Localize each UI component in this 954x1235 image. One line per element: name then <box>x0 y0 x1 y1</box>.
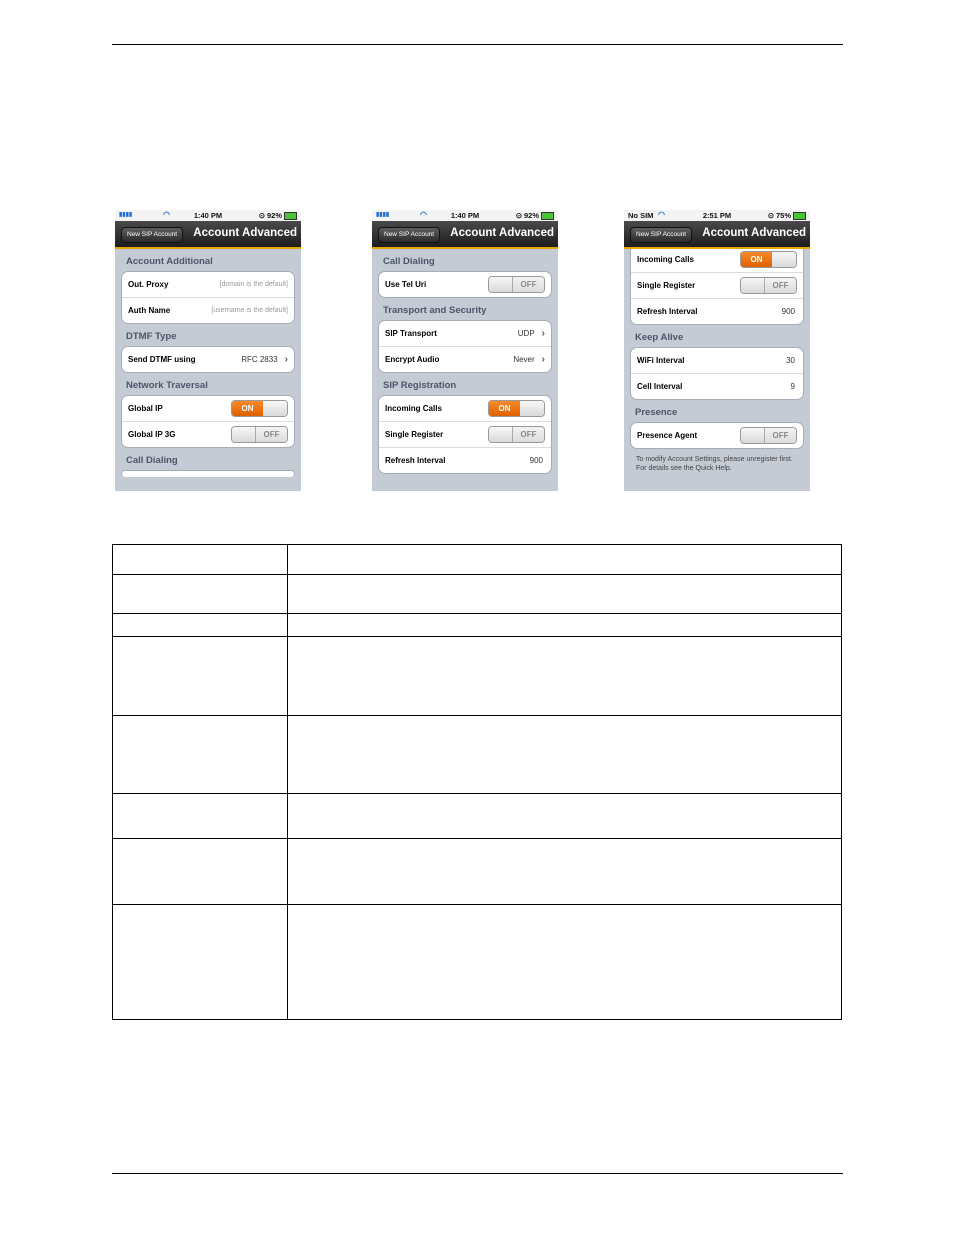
back-button[interactable]: New SIP Account <box>121 227 183 243</box>
settings-row-single-register <box>379 421 551 447</box>
nav-title: Account Advanced <box>450 227 554 239</box>
status-time: 1:40 PM <box>193 211 223 220</box>
chevron-right-icon: › <box>284 354 288 365</box>
nav-bar <box>372 221 558 249</box>
battery-percent: 75% <box>775 211 791 220</box>
toggle-label: OFF <box>764 278 796 293</box>
chevron-right-icon: › <box>541 328 545 339</box>
toggle-switch[interactable] <box>740 427 797 444</box>
signal-icon: ▮▮▮▮ <box>119 212 133 218</box>
row-label: Incoming Calls <box>637 255 694 264</box>
phone-screenshot-2 <box>372 210 558 491</box>
table-row <box>113 794 842 839</box>
description-cell <box>288 839 842 905</box>
status-time: 1:40 PM <box>450 211 480 220</box>
field-cell <box>113 614 288 637</box>
battery-icon <box>541 212 554 220</box>
section-header: SIP Registration <box>383 380 457 391</box>
settings-row-cell-interval <box>631 373 803 399</box>
table-row <box>113 905 842 1020</box>
status-bar <box>372 210 558 221</box>
settings-row-out-proxy <box>122 272 294 297</box>
lock-icon: ⊙ <box>767 211 774 220</box>
nav-title: Account Advanced <box>702 227 806 239</box>
settings-row-auth-name <box>122 297 294 323</box>
toggle-label: OFF <box>255 427 287 442</box>
section-header: Call Dialing <box>383 256 435 267</box>
settings-group <box>121 271 295 324</box>
toggle-label: OFF <box>512 427 544 442</box>
toggle-label: OFF <box>512 277 544 292</box>
description-cell <box>288 637 842 716</box>
row-label: Use Tel Uri <box>385 280 427 289</box>
settings-group <box>121 395 295 448</box>
settings-row-global-ip <box>122 396 294 421</box>
description-cell <box>288 545 842 575</box>
settings-row-wifi-interval <box>631 348 803 373</box>
row-label: Auth Name <box>128 306 171 315</box>
battery-icon <box>793 212 806 220</box>
nav-title: Account Advanced <box>193 227 297 239</box>
lock-icon: ⊙ <box>258 211 265 220</box>
row-value: Never <box>513 355 535 364</box>
description-cell <box>288 716 842 794</box>
settings-row-sip-transport[interactable] <box>379 321 551 346</box>
row-label: Refresh Interval <box>637 307 698 316</box>
section-header: Keep Alive <box>635 332 684 343</box>
battery-percent: 92% <box>266 211 282 220</box>
footer-rule <box>112 1173 843 1174</box>
section-header: Call Dialing <box>126 455 178 466</box>
row-label: SIP Transport <box>385 329 437 338</box>
toggle-switch[interactable] <box>740 251 797 268</box>
table-row <box>113 839 842 905</box>
settings-group <box>378 271 552 298</box>
nav-bar <box>624 221 810 249</box>
description-cell <box>288 575 842 614</box>
row-label: Single Register <box>385 430 444 439</box>
phone-screenshot-3 <box>624 210 810 491</box>
row-label: Out. Proxy <box>128 280 169 289</box>
battery-indicator <box>259 211 297 220</box>
row-label: Refresh Interval <box>385 456 446 465</box>
row-label: Send DTMF using <box>128 355 196 364</box>
field-cell <box>113 839 288 905</box>
table-row <box>113 614 842 637</box>
row-value: UDP <box>517 329 535 338</box>
settings-row-global-ip-3g <box>122 421 294 447</box>
battery-percent: 92% <box>523 211 539 220</box>
field-cell <box>113 637 288 716</box>
toggle-switch[interactable] <box>740 277 797 294</box>
settings-row-single-register <box>631 272 803 298</box>
row-value: 900 <box>781 307 795 316</box>
settings-group <box>630 347 804 400</box>
status-bar <box>624 210 810 221</box>
battery-icon <box>284 212 297 220</box>
settings-row-refresh-interval <box>631 298 803 324</box>
row-label: Presence Agent <box>637 431 698 440</box>
row-label: Global IP 3G <box>128 430 176 439</box>
nav-bar <box>115 221 301 249</box>
settings-group <box>121 346 295 373</box>
toggle-switch[interactable] <box>231 400 288 417</box>
phone-screenshot-1 <box>115 210 301 491</box>
settings-group <box>378 320 552 373</box>
section-header: Account Additional <box>126 256 213 267</box>
field-cell <box>113 575 288 614</box>
section-header: Network Traversal <box>126 380 208 391</box>
back-button[interactable]: New SIP Account <box>630 227 692 243</box>
table-row <box>113 637 842 716</box>
settings-row-presence-agent <box>631 423 803 448</box>
settings-group <box>378 395 552 474</box>
row-value: 900 <box>529 456 543 465</box>
toggle-label: ON <box>232 401 263 416</box>
row-label: Cell Interval <box>637 382 683 391</box>
row-label: Incoming Calls <box>385 404 442 413</box>
settings-row-incoming-calls <box>631 247 803 272</box>
section-header: Presence <box>635 407 678 418</box>
section-header: Transport and Security <box>383 305 487 316</box>
table-row <box>113 575 842 614</box>
row-label: Encrypt Audio <box>385 355 440 364</box>
chevron-right-icon: › <box>541 354 545 365</box>
row-label: Single Register <box>637 281 696 290</box>
field-cell <box>113 716 288 794</box>
row-label: Global IP <box>128 404 163 413</box>
status-bar <box>115 210 301 221</box>
row-input-hint[interactable]: [domain is the default] <box>219 281 288 288</box>
toggle-switch[interactable] <box>231 426 288 443</box>
wifi-icon: ◠ <box>163 210 170 219</box>
settings-row-refresh-interval <box>379 447 551 473</box>
field-cell <box>113 905 288 1020</box>
toggle-switch[interactable] <box>488 276 545 293</box>
field-cell <box>113 794 288 839</box>
toggle-label: OFF <box>764 428 796 443</box>
settings-description-table <box>112 544 842 1020</box>
description-cell <box>288 794 842 839</box>
settings-row-send-dtmf-using[interactable] <box>122 347 294 372</box>
signal-icon: ▮▮▮▮ <box>376 212 390 218</box>
settings-group <box>630 246 804 325</box>
row-value: 9 <box>790 382 795 391</box>
battery-indicator <box>516 211 554 220</box>
row-value: RFC 2833 <box>241 355 278 364</box>
settings-group <box>630 422 804 449</box>
settings-row-incoming-calls <box>379 396 551 421</box>
table-row <box>113 716 842 794</box>
settings-group <box>121 470 295 477</box>
header-rule <box>112 44 843 45</box>
settings-row-use-tel-uri <box>379 272 551 297</box>
field-cell <box>113 545 288 575</box>
row-label: WiFi Interval <box>637 356 685 365</box>
wifi-icon: ◠ <box>658 210 665 219</box>
toggle-switch[interactable] <box>488 426 545 443</box>
settings-row-encrypt-audio[interactable] <box>379 346 551 372</box>
lock-icon: ⊙ <box>515 211 522 220</box>
status-time: 2:51 PM <box>702 211 732 220</box>
row-value: 30 <box>786 356 795 365</box>
carrier-label: No SIM <box>628 211 654 220</box>
table-row <box>113 545 842 575</box>
description-cell <box>288 614 842 637</box>
toggle-switch[interactable] <box>488 400 545 417</box>
back-button[interactable]: New SIP Account <box>378 227 440 243</box>
wifi-icon: ◠ <box>420 210 427 219</box>
section-header: DTMF Type <box>126 331 177 342</box>
row-input-hint[interactable]: [username is the default] <box>211 307 288 314</box>
description-cell <box>288 905 842 1020</box>
toggle-label: ON <box>489 401 520 416</box>
toggle-label: ON <box>741 252 772 267</box>
footnote: To modify Account Settings, please unregister first. For details see the Quick Help. <box>636 456 793 472</box>
battery-indicator <box>768 211 806 220</box>
